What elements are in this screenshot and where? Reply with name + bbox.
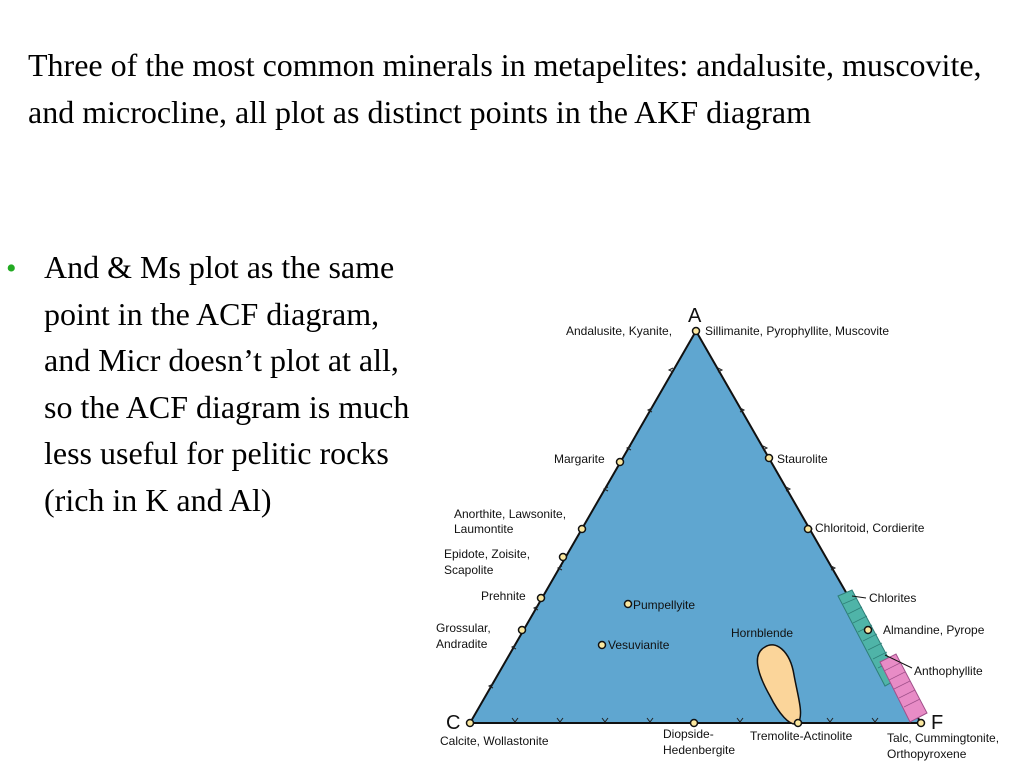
point-talc [918, 720, 925, 727]
corner-label-a: A [688, 305, 702, 327]
label-margarite: Margarite [554, 452, 605, 466]
label-staurolite: Staurolite [777, 452, 828, 466]
point-staurolite [766, 455, 773, 462]
point-grossular [519, 627, 526, 634]
point-andalusite [693, 328, 700, 335]
point-pumpellyite [625, 601, 632, 608]
label-talc-1: Talc, Cummingtonite, [887, 731, 1000, 745]
corner-label-c: C [446, 712, 461, 734]
point-diopside [691, 720, 698, 727]
point-epidote [560, 554, 567, 561]
point-anorthite [579, 526, 586, 533]
label-grossular-2: Andradite [436, 637, 488, 651]
corner-label-f: F [931, 712, 944, 734]
label-chlorites: Chlorites [869, 591, 917, 605]
point-vesuvianite [599, 642, 606, 649]
label-calcite: Calcite, Wollastonite [440, 734, 549, 748]
label-anorthite-2: Laumontite [454, 522, 514, 536]
label-epidote-2: Scapolite [444, 563, 494, 577]
bullet-text: And & Ms plot as the same point in the ACF diagram, and Micr doesn’t plot at all, so the ACF diagram is much less useful for pelitic rocks (rich in K and Al) [44, 249, 410, 518]
point-almandine [865, 627, 872, 634]
label-chloritoid: Chloritoid, Cordierite [815, 521, 925, 535]
label-andalusite: Andalusite, Kyanite, [566, 324, 673, 338]
point-calcite [467, 720, 474, 727]
label-pumpellyite: Pumpellyite [633, 598, 696, 612]
label-anorthite-1: Anorthite, Lawsonite, [454, 507, 567, 521]
point-tremolite [795, 720, 802, 727]
label-anthophyllite: Anthophyllite [914, 664, 983, 678]
label-talc-2: Orthopyroxene [887, 747, 967, 761]
point-chloritoid [805, 526, 812, 533]
slide-title: Three of the most common minerals in metapelites: andalusite, muscovite, and microcline, all plot as distinct points in the AKF diagram [28, 47, 982, 130]
point-margarite [617, 459, 624, 466]
label-hornblende: Hornblende [731, 626, 794, 640]
label-diopside-1: Diopside- [663, 727, 714, 741]
label-tremolite: Tremolite-Actinolite [750, 729, 853, 743]
label-vesuvianite: Vesuvianite [608, 638, 670, 652]
label-sillimanite: Sillimanite, Pyrophyllite, Muscovite [705, 324, 890, 338]
bullet-dot-icon: • [6, 252, 17, 285]
label-diopside-2: Hedenbergite [663, 743, 736, 757]
label-epidote-1: Epidote, Zoisite, [444, 547, 531, 561]
label-prehnite: Prehnite [481, 589, 526, 603]
label-grossular-1: Grossular, [436, 621, 491, 635]
label-almandine: Almandine, Pyrope [883, 623, 985, 637]
point-prehnite [538, 595, 545, 602]
